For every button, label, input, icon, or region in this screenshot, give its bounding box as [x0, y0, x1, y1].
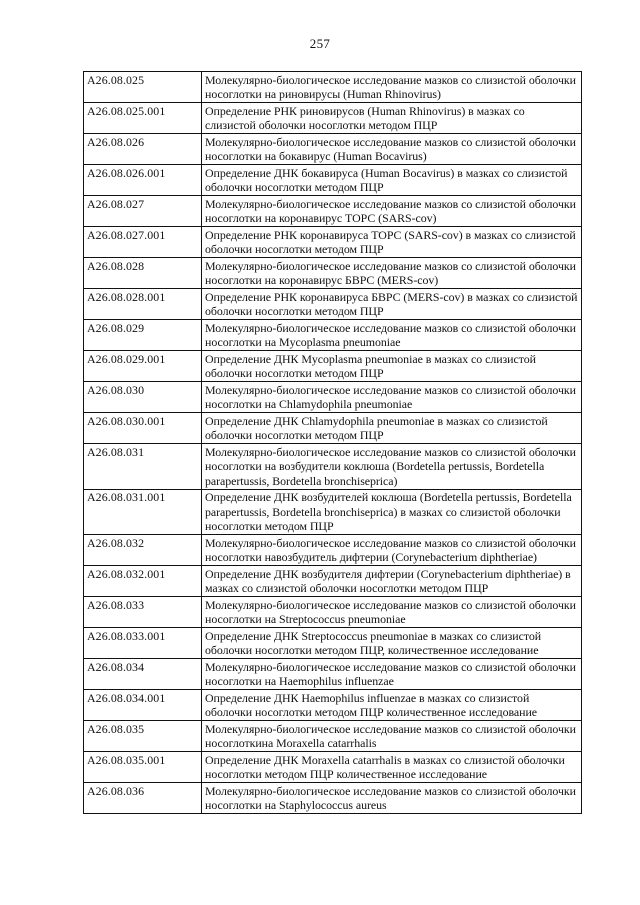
service-description-cell: Молекулярно-биологическое исследование мазков со слизистой оболочки носоглотки навозбудитель дифтерии (Corynebacterium diphtheriae)	[202, 535, 582, 566]
table-row	[84, 165, 582, 196]
service-code-cell: A26.08.034	[84, 659, 202, 690]
table-row	[84, 444, 582, 490]
service-code-cell: A26.08.030	[84, 382, 202, 413]
service-code-cell: A26.08.034.001	[84, 690, 202, 721]
service-description-cell: Молекулярно-биологическое исследование мазков со слизистой оболочки носоглотки на риновирусы (Human Rhinovirus)	[202, 72, 582, 103]
service-description-cell: Молекулярно-биологическое исследование мазков со слизистой оболочки носоглотки на коронавирус ТОРС (SARS-cov)	[202, 196, 582, 227]
table-row	[84, 721, 582, 752]
service-description-cell: Молекулярно-биологическое исследование мазков со слизистой оболочки носоглотки на Chlamydophila pneumoniae	[202, 382, 582, 413]
service-description-cell: Определение ДНК Mycoplasma pneumoniae в мазках со слизистой оболочки носоглотки методом ПЦР	[202, 351, 582, 382]
service-description-cell: Определение ДНК Streptococcus pneumoniae в мазках со слизистой оболочки носоглотки методом ПЦР, количественное исследование	[202, 628, 582, 659]
table-row	[84, 134, 582, 165]
table-row	[84, 566, 582, 597]
service-description-cell: Определение ДНК бокавируса (Human Bocavirus) в мазках со слизистой оболочки носоглотки методом ПЦР	[202, 165, 582, 196]
table-row	[84, 752, 582, 783]
service-description-cell: Молекулярно-биологическое исследование мазков со слизистой оболочки носоглотки на Haemophilus influenzae	[202, 659, 582, 690]
service-description-cell: Определение РНК риновирусов (Human Rhinovirus) в мазках со слизистой оболочки носоглотки методом ПЦР	[202, 103, 582, 134]
service-code-cell: A26.08.036	[84, 783, 202, 814]
table-row	[84, 196, 582, 227]
table-body	[84, 72, 582, 814]
table-row	[84, 382, 582, 413]
service-code-cell: A26.08.030.001	[84, 413, 202, 444]
service-description-cell: Молекулярно-биологическое исследование мазков со слизистой оболочки носоглоткина Moraxella catarrhalis	[202, 721, 582, 752]
service-code-cell: A26.08.031	[84, 444, 202, 490]
service-description-cell: Определение РНК коронавируса ТОРС (SARS-cov) в мазках со слизистой оболочки носоглотки методом ПЦР	[202, 227, 582, 258]
service-code-cell: A26.08.035.001	[84, 752, 202, 783]
service-description-cell: Определение ДНК возбудителей коклюша (Bordetella pertussis, Bordetella parapertussis, Bordetella bronchiseprica) в мазках со слизистой оболочки носоглотки методом ПЦР	[202, 489, 582, 535]
service-code-cell: A26.08.033.001	[84, 628, 202, 659]
service-code-cell: A26.08.026.001	[84, 165, 202, 196]
table-row	[84, 103, 582, 134]
table-row	[84, 783, 582, 814]
service-description-cell: Определение РНК коронавируса БВРС (MERS-cov) в мазках со слизистой оболочки носоглотки методом ПЦР	[202, 289, 582, 320]
service-description-cell: Молекулярно-биологическое исследование мазков со слизистой оболочки носоглотки на коронавирус БВРС (MERS-cov)	[202, 258, 582, 289]
service-description-cell: Молекулярно-биологическое исследование мазков со слизистой оболочки носоглотки на возбудители коклюша (Bordetella pertussis, Bordetella parapertussis, Bordetella bronchiseprica)	[202, 444, 582, 490]
table-row	[84, 659, 582, 690]
table-row	[84, 289, 582, 320]
service-code-cell: A26.08.027	[84, 196, 202, 227]
service-code-cell: A26.08.033	[84, 597, 202, 628]
service-description-cell: Молекулярно-биологическое исследование мазков со слизистой оболочки носоглотки на Staphylococcus aureus	[202, 783, 582, 814]
service-code-cell: A26.08.027.001	[84, 227, 202, 258]
service-description-cell: Молекулярно-биологическое исследование мазков со слизистой оболочки носоглотки на бокавирус (Human Bocavirus)	[202, 134, 582, 165]
table-row	[84, 258, 582, 289]
service-description-cell: Определение ДНК возбудителя дифтерии (Corynebacterium diphtheriae) в мазках со слизистой оболочки носоглотки методом ПЦР	[202, 566, 582, 597]
service-code-cell: A26.08.032	[84, 535, 202, 566]
service-description-cell: Молекулярно-биологическое исследование мазков со слизистой оболочки носоглотки на Mycoplasma pneumoniae	[202, 320, 582, 351]
table-row	[84, 413, 582, 444]
service-code-cell: A26.08.032.001	[84, 566, 202, 597]
service-code-cell: A26.08.028	[84, 258, 202, 289]
service-code-cell: A26.08.028.001	[84, 289, 202, 320]
table-row	[84, 227, 582, 258]
table-row	[84, 351, 582, 382]
table-row	[84, 597, 582, 628]
table-row	[84, 72, 582, 103]
table-row	[84, 690, 582, 721]
table-row	[84, 320, 582, 351]
service-description-cell: Определение ДНК Chlamydophila pneumoniae в мазках со слизистой оболочки носоглотки методом ПЦР	[202, 413, 582, 444]
service-code-cell: A26.08.035	[84, 721, 202, 752]
service-code-cell: A26.08.025.001	[84, 103, 202, 134]
service-codes-table	[83, 71, 582, 814]
service-code-cell: A26.08.031.001	[84, 489, 202, 535]
service-code-cell: A26.08.025	[84, 72, 202, 103]
table-row	[84, 489, 582, 535]
table-row	[84, 535, 582, 566]
service-code-cell: A26.08.029.001	[84, 351, 202, 382]
table-row	[84, 628, 582, 659]
service-code-cell: A26.08.026	[84, 134, 202, 165]
service-description-cell: Молекулярно-биологическое исследование мазков со слизистой оболочки носоглотки на Streptococcus pneumoniae	[202, 597, 582, 628]
service-description-cell: Определение ДНК Haemophilus influenzae в мазках со слизистой оболочки носоглотки методом ПЦР количественное исследование	[202, 690, 582, 721]
page-number: 257	[309, 36, 331, 51]
service-code-cell: A26.08.029	[84, 320, 202, 351]
service-description-cell: Определение ДНК Moraxella catarrhalis в мазках со слизистой оболочки носоглотки методом ПЦР количественное исследование	[202, 752, 582, 783]
